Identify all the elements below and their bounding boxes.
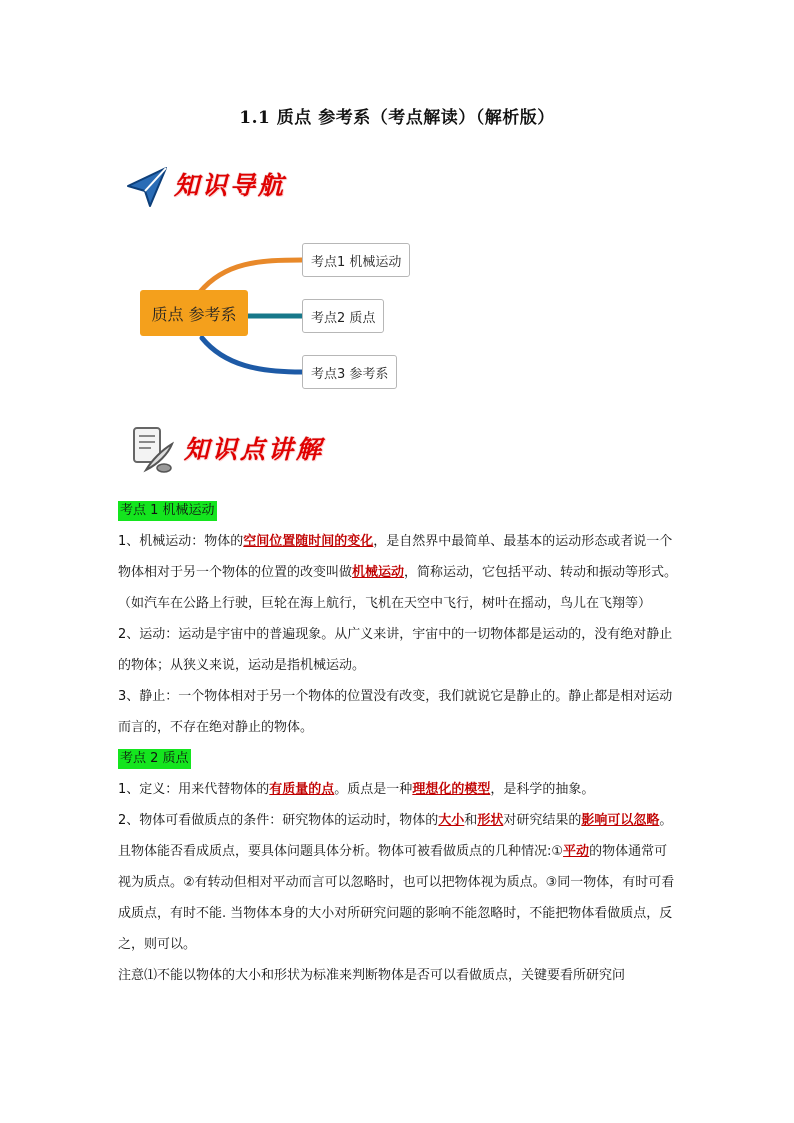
knowledge-explain-title: 知识点讲解: [184, 435, 325, 464]
scroll-quill-icon: [124, 422, 178, 476]
mindmap-node-particle: 考点2 质点: [302, 299, 384, 333]
mindmap-center-node: 质点 参考系: [140, 290, 248, 336]
text-run: 和: [464, 813, 478, 828]
text-run: 的物体通常可视为质点。②有转动但相对平动而言可以忽略时，也可以把物体视为质点。③同一物体，有时可看成质点，有时不能. 当物体本身的大小对所研究问题的影响不能忽略时，不能把物体看做质点，反之，则可以。: [118, 844, 675, 952]
text-run: 1、定义：用来代替物体的: [118, 782, 270, 797]
keyword-highlight: 影响可以忽略: [581, 813, 660, 828]
document-body: [118, 495, 678, 991]
text-run: 2、运动：运动是宇宙中的普遍现象。从广义来讲，宇宙中的一切物体都是运动的，没有绝对静止的物体；从狭义来说，运动是指机械运动。: [118, 627, 673, 673]
paragraph: [118, 619, 678, 681]
paragraph: [118, 960, 678, 991]
text-run: 。质点是一种: [334, 782, 413, 797]
keyword-highlight: 有质量的点: [269, 782, 335, 797]
document-title: 1.1 质点 参考系（考点解读）（解析版）: [239, 108, 555, 128]
section-mechanical-motion: [118, 495, 678, 743]
knowledge-nav-banner: [122, 160, 312, 216]
keyword-highlight: 空间位置随时间的变化: [243, 534, 374, 549]
mindmap: [130, 230, 430, 400]
text-run: ，简称运动，它包括平动、转动和振动等形式。（如汽车在公路上行驶，巨轮在海上航行，飞机在天空中飞行，树叶在摇动，鸟儿在飞翔等）: [118, 565, 678, 611]
text-run: 注意⑴不能以物体的大小和形状为标准来判断物体是否可以看做质点，关键要看所研究问: [118, 968, 626, 983]
text-run: 对研究结果的: [503, 813, 582, 828]
paragraph: [118, 774, 678, 805]
paragraph: [118, 805, 678, 960]
paper-plane-icon: [124, 164, 170, 210]
knowledge-explain-banner: [122, 420, 362, 476]
text-run: 。且物体能否看成质点，要具体问题具体分析。物体可被看做质点的几种情况:①: [118, 813, 673, 859]
mindmap-node-reference-frame: 考点3 参考系: [302, 355, 397, 389]
branch-line-1: [200, 260, 302, 292]
knowledge-nav-title: 知识导航: [174, 171, 287, 200]
section-particle: [118, 743, 678, 991]
text-run: ，是科学的抽象。: [490, 782, 595, 797]
paragraph: [118, 526, 678, 619]
paragraph: [118, 681, 678, 743]
keyword-highlight: 平动: [563, 844, 590, 859]
keyword-highlight: 理想化的模型: [412, 782, 491, 797]
keyword-highlight: 机械运动: [352, 565, 405, 580]
keyword-highlight: 大小: [438, 813, 465, 828]
text-run: ，是自然界中最简单、最基本的运动形态或者说一个物体相对于另一个物体的位置的改变叫做: [118, 534, 673, 580]
section-tag-2: 考点 2 质点: [118, 749, 191, 769]
text-run: 2、物体可看做质点的条件：研究物体的运动时，物体的: [118, 813, 439, 828]
keyword-highlight: 形状: [477, 813, 504, 828]
text-run: 1、机械运动：物体的: [118, 534, 244, 549]
branch-line-3: [202, 338, 302, 372]
section-tag-1: 考点 1 机械运动: [118, 501, 217, 521]
text-run: 3、静止：一个物体相对于另一个物体的位置没有改变，我们就说它是静止的。静止都是相对运动而言的，不存在绝对静止的物体。: [118, 689, 673, 735]
mindmap-node-mechanical-motion: 考点1 机械运动: [302, 243, 410, 277]
